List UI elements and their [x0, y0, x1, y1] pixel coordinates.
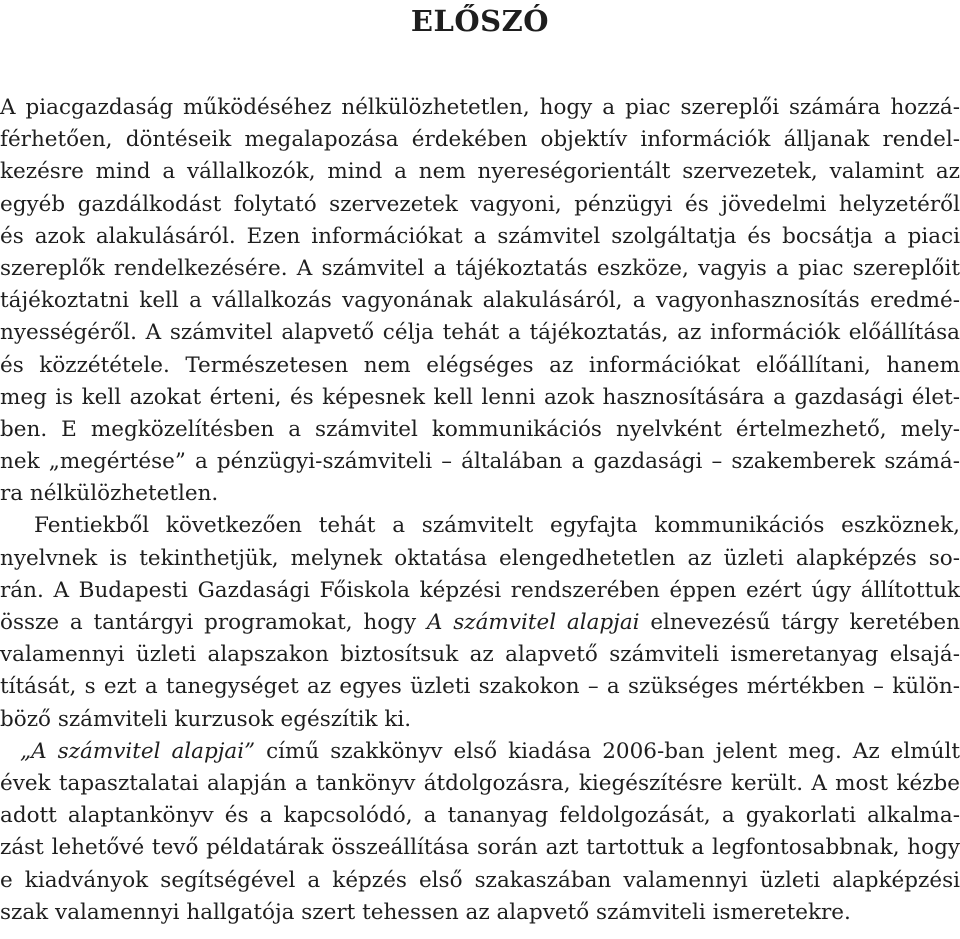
text-line: és közzététele. Természetesen nem elégséges az információkat előállítani, hanem [0, 352, 960, 378]
text-line: ra nélkülözhetetlen. [0, 481, 219, 507]
text-line-with-title [0, 607, 960, 639]
text-line: nyességéről. A számvitel alapvető célja tehát a tájékoztatás, az információk előállítása [0, 320, 960, 346]
text-line: böző számviteli kurzusok egészítik ki. [0, 706, 412, 732]
paragraph-3 [0, 736, 960, 929]
text-line-with-title [0, 736, 960, 768]
text-line: rán. A Budapesti Gazdasági Főiskola képzési rendszerében éppen ezért úgy állítottuk [0, 577, 960, 603]
text-line: egyéb gazdálkodást folytató szervezetek vagyoni, pénzügyi és jövedelmi helyzetéről [0, 191, 960, 217]
paragraph-1 [0, 92, 960, 510]
text-line: tájékoztatni kell a vállalkozás vagyonának alakulásáról, a vagyonhasznosítás eredmé- [0, 288, 960, 314]
course-title-italic: A számvitel alapjai [426, 610, 640, 635]
text-line: szereplők rendelkezésére. A számvitel a tájékoztatás eszköze, vagyis a piac szereplőit [0, 255, 960, 281]
document-body [0, 92, 960, 929]
paragraph-2 [0, 510, 960, 735]
text-line: kezésre mind a vállalkozók, mind a nem nyereségorientált szervezetek, valamint az [0, 159, 960, 185]
text-line: A piacgazdaság működéséhez nélkülözhetetlen, hogy a piac szereplői számára hozzá- [0, 95, 960, 120]
text-line: Fentiekből következően tehát a számvitelt egyfajta kommunikációs eszköznek, [34, 513, 960, 539]
text-line: títását, s ezt a tanegységet az egyes üzleti szakokon – a szükséges mértékben – külön- [0, 674, 960, 700]
page-title: ELŐSZÓ [410, 4, 550, 38]
book-title-italic: „A számvitel alapjai” [20, 738, 256, 764]
text-line: nek „megértése” a pénzügyi-számviteli – általában a gazdasági – szakemberek számá- [0, 449, 960, 475]
text-line: és azok alakulásáról. Ezen információkat a számvitel szolgáltatja és bocsátja a piaci [0, 223, 960, 249]
text-line: meg is kell azokat érteni, és képesnek kell lenni azok hasznosítására a gazdasági élet- [0, 384, 960, 410]
text-segment: elnevezésű tárgy keretében [650, 610, 960, 635]
text-line: szak valamennyi hallgatója szert tehessen az alapvető számviteli ismeretekre. [0, 899, 851, 925]
text-line: ben. E megközelítésben a számvitel kommunikációs nyelvként értelmezhető, mely- [0, 416, 960, 442]
text-line: zást lehetővé tevő példatárak összeállítása során azt tartottuk a legfontosabbnak, hogy [0, 835, 960, 861]
text-line: adott alaptankönyv és a kapcsolódó, a tananyag feldolgozását, a gyakorlati alkalma- [0, 803, 960, 829]
text-line: évek tapasztalatai alapján a tankönyv átdolgozásra, kiegészítésre került. A most kézbe [0, 770, 960, 796]
text-line: férhetően, döntéseik megalapozása érdekében objektív információk álljanak rendel- [0, 127, 960, 153]
text-line: nyelvnek is tekinthetjük, melynek oktatása elengedhetetlen az üzleti alapképzés so- [0, 545, 960, 571]
text-line: e kiadványok segítségével a képzés első szakaszában valamennyi üzleti alapképzési [0, 867, 960, 893]
text-segment: című szakkönyv első kiadása 2006-ban jelent meg. Az elmúlt [266, 738, 960, 764]
text-line: valamennyi üzleti alapszakon biztosítsuk az alapvető számviteli ismeretanyag elsajá- [0, 642, 960, 668]
text-segment: össze a tantárgyi programokat, hogy [0, 610, 417, 635]
